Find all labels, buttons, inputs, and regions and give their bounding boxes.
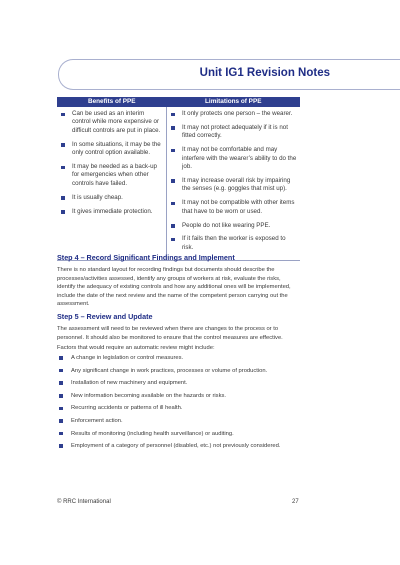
step5-heading: Step 5 – Review and Update: [57, 312, 153, 321]
factor-item: A change in legislation or control measures.: [57, 354, 300, 367]
step5-text: The assessment will need to be reviewed when there are changes to the process or to personnel. It should also be monitored to ensure that the control measures are effective.: [57, 326, 283, 341]
step4-text: There is no standard layout for recording findings but documents should describe the processes/activities assessed, identify any groups of workers at risk, evaluate the risks, identify the adequacy of existing controls and how any additional ones will be implemented, include the date of the next review and the name of the competent person carrying out the assessment.: [57, 267, 291, 308]
ppe-table: [57, 97, 300, 261]
benefit-item: It is usually cheap.: [57, 194, 166, 202]
factor-item: Installation of new machinery and equipment.: [57, 379, 300, 392]
limitations-cell: [167, 107, 301, 260]
benefit-item: It gives immediate protection.: [57, 208, 166, 216]
limitations-list: [167, 110, 300, 252]
factor-item: Results of monitoring (including health surveillance) or auditing.: [57, 430, 300, 443]
step4-heading: Step 4 – Record Significant Findings and Implement: [57, 253, 235, 262]
limitation-item: If it fails then the worker is exposed to risk.: [167, 235, 300, 252]
limitation-item: People do not like wearing PPE.: [167, 222, 300, 230]
page-title: Unit IG1 Revision Notes: [199, 67, 330, 79]
factor-item: Any significant change in work practices, processes or volume of production.: [57, 367, 300, 380]
limitation-item: It may not be comfortable and may interfere with the wearer’s ability to do the job.: [167, 146, 300, 171]
benefit-item: It may be needed as a back-up for emergencies when other controls have failed.: [57, 163, 166, 188]
factors-list: [57, 354, 300, 455]
factor-item: New information becoming available on the hazards or risks.: [57, 392, 300, 405]
table-header-benefits: Benefits of PPE: [57, 97, 167, 107]
limitation-item: It may not be compatible with other items that have to be worn or used.: [167, 199, 300, 216]
limitation-item: It only protects one person – the wearer.: [167, 110, 300, 118]
factors-intro: Factors that would require an automatic review might include:: [57, 345, 215, 351]
benefits-list: [57, 110, 166, 216]
factor-item: Enforcement action.: [57, 417, 300, 430]
factor-item: Employment of a category of personnel (disabled, etc.) not previously considered.: [57, 442, 300, 455]
benefits-cell: [57, 107, 167, 260]
factor-item: Recurring accidents or patterns of ill health.: [57, 404, 300, 417]
table-header-limitations: Limitations of PPE: [167, 97, 301, 107]
benefit-item: In some situations, it may be the only control option available.: [57, 141, 166, 158]
limitation-item: It may not protect adequately if it is not fitted correctly.: [167, 124, 300, 141]
page-number: 27: [292, 499, 299, 505]
limitation-item: It may increase overall risk by impairing the senses (e.g. goggles that mist up).: [167, 177, 300, 194]
footer-copyright: © RRC International: [57, 499, 111, 505]
benefit-item: Can be used as an interim control while more expensive or difficult controls are put in place.: [57, 110, 166, 135]
